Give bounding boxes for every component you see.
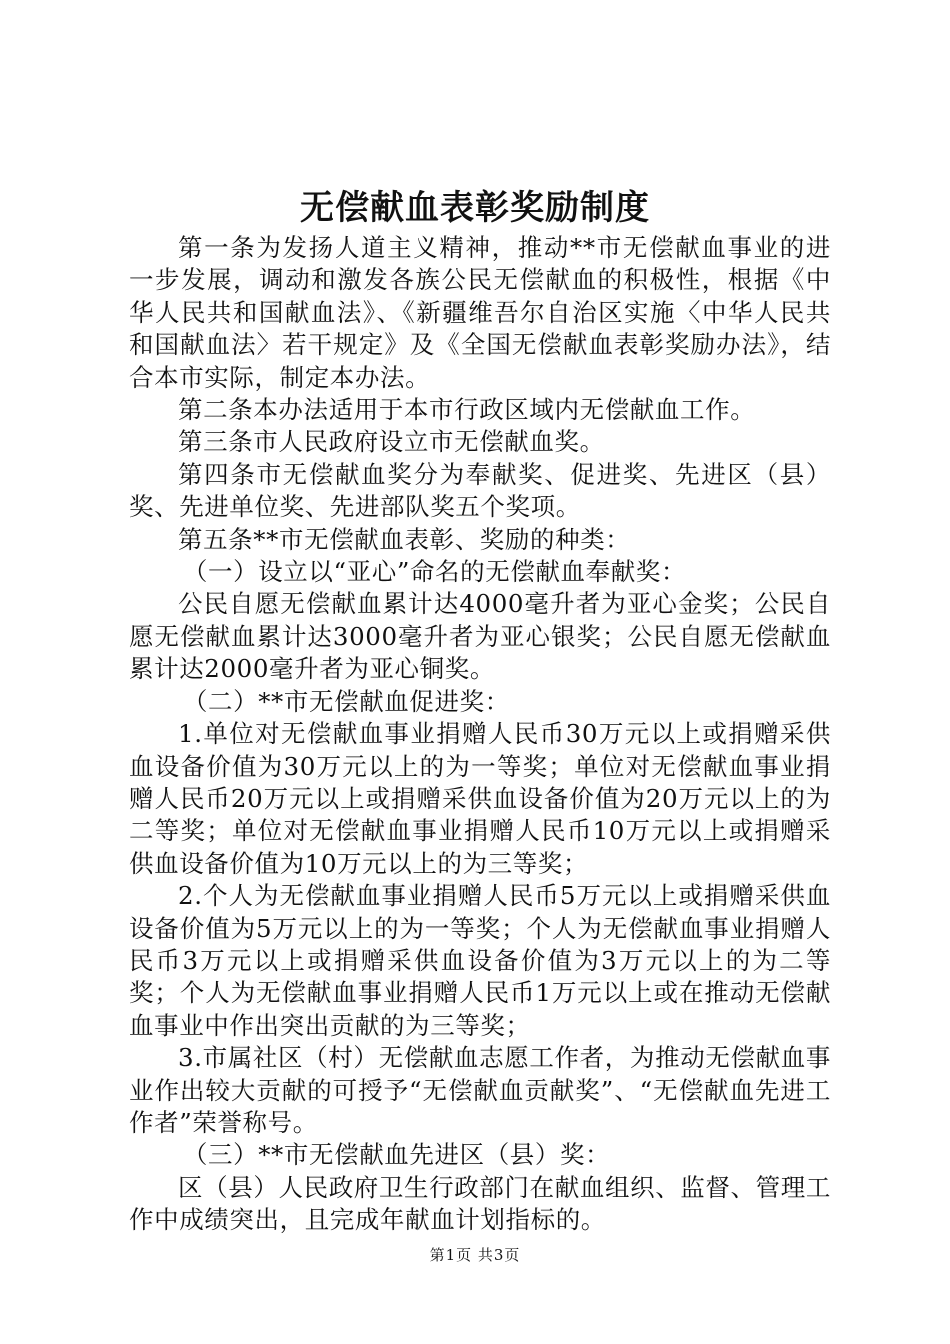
paragraph-section-3-heading: （三）**市无偿献血先进区（县）奖：	[182, 1140, 611, 1170]
paragraph-article-3: 第三条市人民政府设立市无偿献血奖。	[178, 427, 605, 457]
paragraph-article-2: 第二条本办法适用于本市行政区域内无偿献血工作。	[178, 395, 756, 425]
paragraph-section-1-heading: （一）设立以“亚心”命名的无偿献血奉献奖：	[182, 557, 687, 587]
paragraph-article-4: 第四条市无偿献血奖分为奉献奖、促进奖、先进区（县）奖、先进单位奖、先进部队奖五个奖项。	[129, 459, 831, 522]
document-title: 无偿献血表彰奖励制度	[300, 188, 650, 228]
paragraph-article-5: 第五条**市无偿献血表彰、奖励的种类：	[178, 524, 631, 554]
paragraph-section-1-body: 公民自愿无偿献血累计达4000毫升者为亚心金奖；公民自愿无偿献血累计达3000毫升者为亚心银奖；公民自愿无偿献血累计达2000毫升者为亚心铜奖。	[129, 589, 831, 684]
paragraph-section-2-item-2: 2.个人为无偿献血事业捐赠人民币5万元以上或捐赠采供血设备价值为5万元以上的为一等奖；个人为无偿献血事业捐赠人民币3万元以上或捐赠采供血设备价值为3万元以上的为二等奖；个人为无偿献血事业捐赠人民币1万元以上或在推动无偿献血事业中作出突出贡献的为三等奖；	[129, 881, 831, 1040]
paragraph-section-2-item-3: 3.市属社区（村）无偿献血志愿工作者，为推动无偿献血事业作出较大贡献的可授予“无偿献血贡献奖”、“无偿献血先进工作者”荣誉称号。	[129, 1043, 831, 1137]
paragraph-article-1: 第一条为发扬人道主义精神，推动**市无偿献血事业的进一步发展，调动和激发各族公民无偿献血的积极性，根据《中华人民共和国献血法》、《新疆维吾尔自治区实施〈中华人民共和国献血法〉若干规定》及《全国无偿献血表彰奖励办法》，结合本市实际，制定本办法。	[129, 233, 831, 392]
paragraph-section-2-item-1: 1.单位对无偿献血事业捐赠人民币30万元以上或捐赠采供血设备价值为30万元以上的为一等奖；单位对无偿献血事业捐赠人民币20万元以上或捐赠采供血设备价值为20万元以上的为二等奖；单位对无偿献血事业捐赠人民币10万元以上或捐赠采供血设备价值为10万元以上的为三等奖；	[129, 719, 831, 878]
paragraph-section-3-body: 区（县）人民政府卫生行政部门在献血组织、监督、管理工作中成绩突出，且完成年献血计划指标的。	[129, 1172, 831, 1235]
paragraph-section-2-heading: （二）**市无偿献血促进奖：	[182, 686, 510, 716]
page-number-footer: 第1页 共3页	[429, 1246, 521, 1264]
document-body	[129, 232, 831, 1237]
